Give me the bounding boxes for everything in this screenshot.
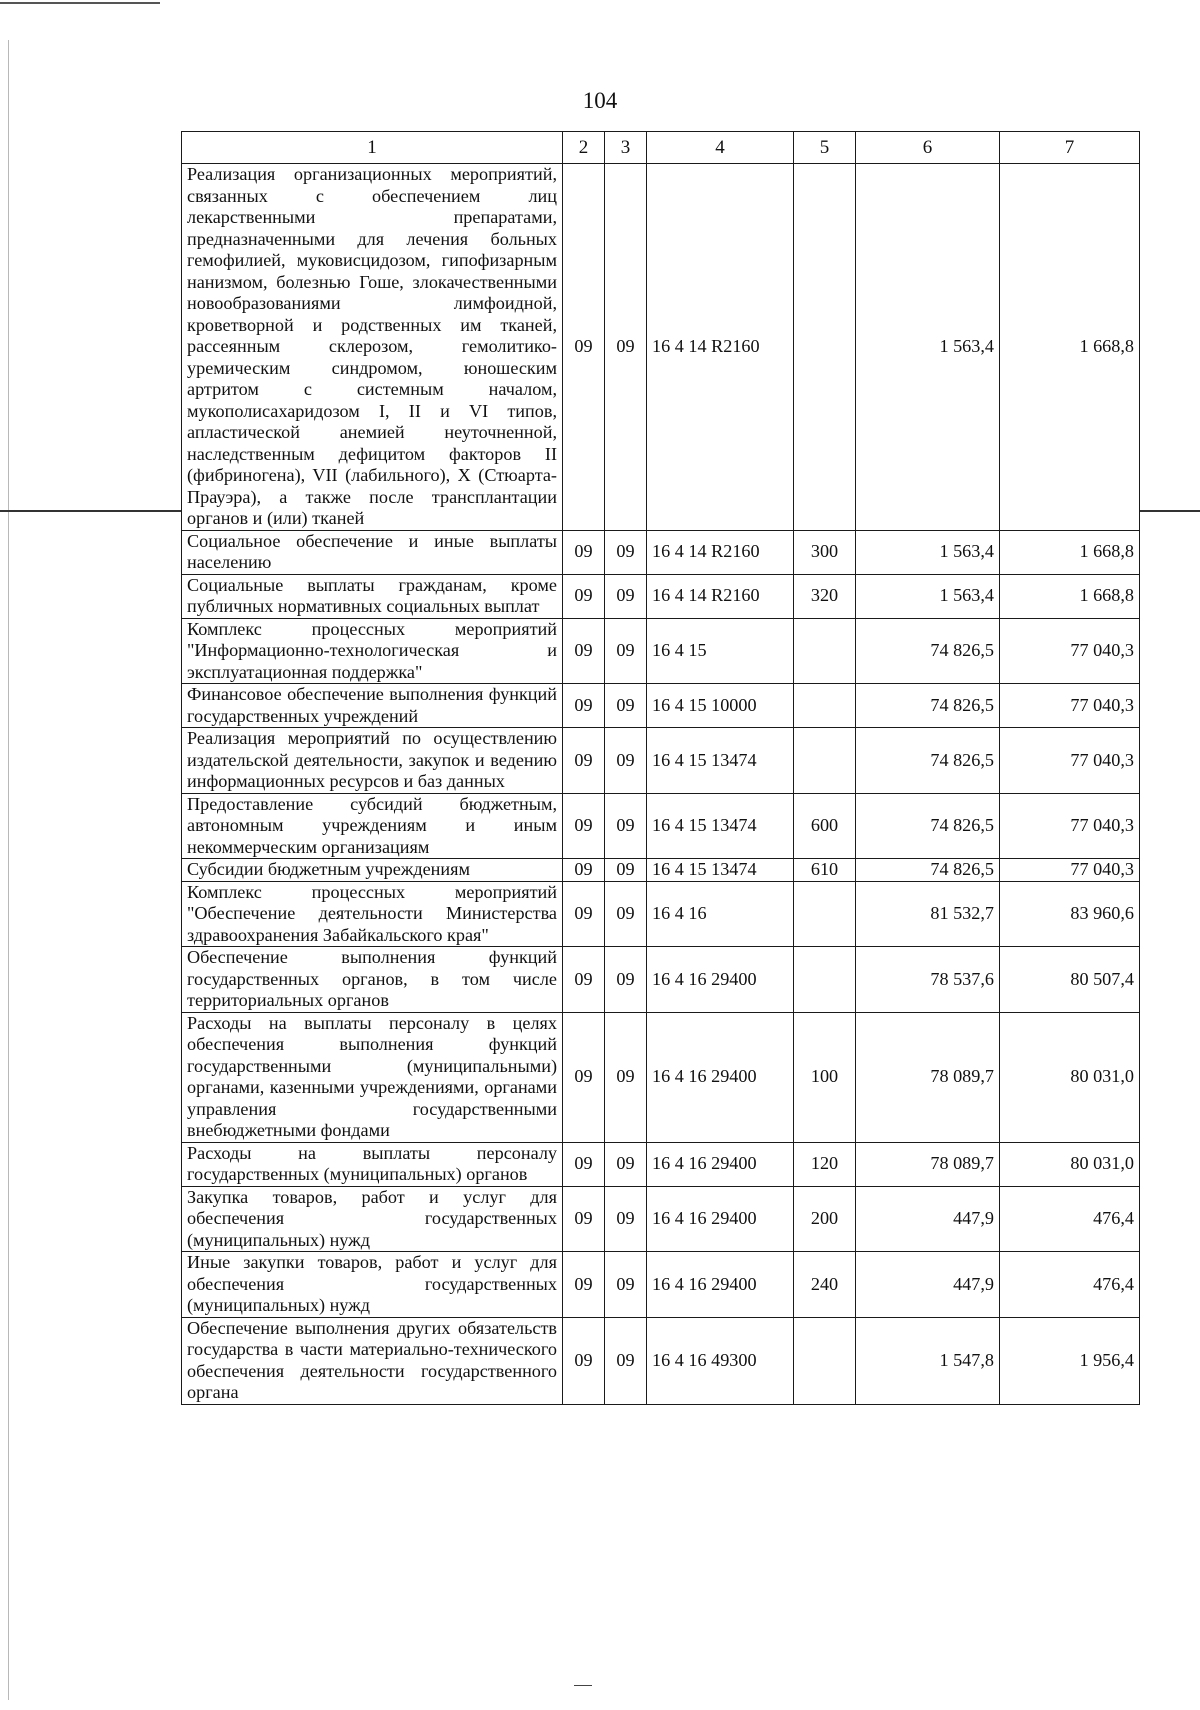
page-number: 104 <box>582 88 618 113</box>
row-target-code: 16 4 16 29400 <box>647 1186 794 1252</box>
row-subsection: 09 <box>605 1186 647 1252</box>
row-amount-year2: 476,4 <box>1000 1252 1140 1318</box>
row-amount-year2: 476,4 <box>1000 1186 1140 1252</box>
row-amount-year1: 447,9 <box>856 1252 1000 1318</box>
row-expense-type: 100 <box>794 1012 856 1142</box>
row-section: 09 <box>563 793 605 859</box>
scan-fold-line-right <box>1139 510 1200 512</box>
row-section: 09 <box>563 947 605 1013</box>
row-section: 09 <box>563 1252 605 1318</box>
col-header-4: 4 <box>647 132 794 164</box>
row-amount-year1: 74 826,5 <box>856 859 1000 882</box>
row-amount-year1: 78 089,7 <box>856 1012 1000 1142</box>
row-expense-type <box>794 947 856 1013</box>
row-amount-year2: 1 668,8 <box>1000 574 1140 618</box>
row-amount-year1: 1 563,4 <box>856 164 1000 531</box>
row-section: 09 <box>563 684 605 728</box>
row-name: Расходы на выплаты персоналу государственных (муниципальных) органов <box>182 1142 563 1186</box>
row-expense-type: 610 <box>794 859 856 882</box>
row-section: 09 <box>563 1186 605 1252</box>
row-amount-year2: 1 956,4 <box>1000 1317 1140 1404</box>
row-subsection: 09 <box>605 1012 647 1142</box>
row-name: Закупка товаров, работ и услуг для обеспечения государственных (муниципальных) нужд <box>182 1186 563 1252</box>
row-target-code: 16 4 15 <box>647 618 794 684</box>
table-row <box>182 793 1140 859</box>
row-target-code: 16 4 15 13474 <box>647 728 794 794</box>
row-target-code: 16 4 15 13474 <box>647 793 794 859</box>
row-subsection: 09 <box>605 684 647 728</box>
row-amount-year1: 74 826,5 <box>856 793 1000 859</box>
table-row <box>182 684 1140 728</box>
row-subsection: 09 <box>605 1317 647 1404</box>
row-name: Реализация организационных мероприятий, связанных с обеспечением лиц лекарственными препаратами, предназначенными для лечения больных гемофилией, муковисцидозом, гипофизарным нанизмом, болезнью Гоше, злокачественными новообразованиями лимфоидной, кроветворной и родственных им тканей, рассеянным склерозом, гемолитико-уремическим синдромом, юношеским артритом с системным началом, мукополисахаридозом I, II и VI типов, апластической анемией неуточненной, наследственным дефицитом факторов II (фибриногена), VII (лабильного), X (Стюарта-Прауэра), а также после трансплантации органов и (или) тканей <box>182 164 563 531</box>
table-row <box>182 1252 1140 1318</box>
row-amount-year2: 77 040,3 <box>1000 859 1140 882</box>
row-subsection: 09 <box>605 881 647 947</box>
row-subsection: 09 <box>605 164 647 531</box>
row-amount-year2: 80 031,0 <box>1000 1012 1140 1142</box>
row-name: Реализация мероприятий по осуществлению издательской деятельности, закупок и ведению информационных ресурсов и баз данных <box>182 728 563 794</box>
row-section: 09 <box>563 618 605 684</box>
row-subsection: 09 <box>605 530 647 574</box>
table-row <box>182 1012 1140 1142</box>
row-target-code: 16 4 16 29400 <box>647 947 794 1013</box>
row-target-code: 16 4 15 13474 <box>647 859 794 882</box>
row-amount-year2: 77 040,3 <box>1000 728 1140 794</box>
table-row <box>182 1186 1140 1252</box>
row-amount-year2: 77 040,3 <box>1000 684 1140 728</box>
row-subsection: 09 <box>605 728 647 794</box>
budget-table <box>181 131 1140 1405</box>
row-subsection: 09 <box>605 574 647 618</box>
table-row <box>182 1142 1140 1186</box>
scan-top-mark <box>0 2 160 4</box>
row-expense-type: 200 <box>794 1186 856 1252</box>
row-subsection: 09 <box>605 618 647 684</box>
row-target-code: 16 4 14 R2160 <box>647 530 794 574</box>
row-amount-year1: 447,9 <box>856 1186 1000 1252</box>
row-amount-year2: 1 668,8 <box>1000 530 1140 574</box>
col-header-7: 7 <box>1000 132 1140 164</box>
row-amount-year1: 81 532,7 <box>856 881 1000 947</box>
row-amount-year2: 77 040,3 <box>1000 618 1140 684</box>
row-name: Предоставление субсидий бюджетным, автономным учреждениям и иным некоммерческим организациям <box>182 793 563 859</box>
col-header-1: 1 <box>182 132 563 164</box>
table-row <box>182 618 1140 684</box>
row-name: Комплекс процессных мероприятий "Обеспечение деятельности Министерства здравоохранения Забайкальского края" <box>182 881 563 947</box>
table-row <box>182 947 1140 1013</box>
header-row <box>182 132 1140 164</box>
col-header-3: 3 <box>605 132 647 164</box>
col-header-5: 5 <box>794 132 856 164</box>
row-amount-year1: 74 826,5 <box>856 684 1000 728</box>
row-section: 09 <box>563 574 605 618</box>
row-name: Обеспечение выполнения других обязательств государства в части материально-технического обеспечения деятельности государственного органа <box>182 1317 563 1404</box>
row-amount-year1: 74 826,5 <box>856 728 1000 794</box>
row-amount-year1: 78 537,6 <box>856 947 1000 1013</box>
row-expense-type <box>794 618 856 684</box>
scan-bottom-dash <box>574 1685 592 1686</box>
row-target-code: 16 4 16 29400 <box>647 1142 794 1186</box>
row-target-code: 16 4 16 49300 <box>647 1317 794 1404</box>
row-name: Социальное обеспечение и иные выплаты населению <box>182 530 563 574</box>
row-subsection: 09 <box>605 947 647 1013</box>
row-name: Субсидии бюджетным учреждениям <box>182 859 563 882</box>
row-section: 09 <box>563 728 605 794</box>
row-subsection: 09 <box>605 1142 647 1186</box>
row-amount-year1: 78 089,7 <box>856 1142 1000 1186</box>
row-name: Финансовое обеспечение выполнения функций государственных учреждений <box>182 684 563 728</box>
row-section: 09 <box>563 881 605 947</box>
table-row <box>182 859 1140 882</box>
scan-left-margin-line <box>8 40 9 1700</box>
row-section: 09 <box>563 1012 605 1142</box>
table-row <box>182 728 1140 794</box>
row-section: 09 <box>563 530 605 574</box>
row-target-code: 16 4 14 R2160 <box>647 574 794 618</box>
row-expense-type: 120 <box>794 1142 856 1186</box>
table-row <box>182 1317 1140 1404</box>
row-amount-year1: 74 826,5 <box>856 618 1000 684</box>
row-amount-year2: 80 031,0 <box>1000 1142 1140 1186</box>
row-subsection: 09 <box>605 793 647 859</box>
row-target-code: 16 4 16 29400 <box>647 1012 794 1142</box>
row-amount-year2: 1 668,8 <box>1000 164 1140 531</box>
row-name: Расходы на выплаты персоналу в целях обеспечения выполнения функций государственными (муниципальными) органами, казенными учреждениями, органами управления государственными внебюджетными фондами <box>182 1012 563 1142</box>
row-expense-type <box>794 1317 856 1404</box>
row-name: Иные закупки товаров, работ и услуг для обеспечения государственных (муниципальных) нужд <box>182 1252 563 1318</box>
row-expense-type <box>794 728 856 794</box>
row-amount-year1: 1 547,8 <box>856 1317 1000 1404</box>
row-section: 09 <box>563 1142 605 1186</box>
row-amount-year2: 77 040,3 <box>1000 793 1140 859</box>
scan-fold-line-left <box>0 510 181 512</box>
row-section: 09 <box>563 164 605 531</box>
row-target-code: 16 4 16 <box>647 881 794 947</box>
table-row <box>182 881 1140 947</box>
row-expense-type: 300 <box>794 530 856 574</box>
row-subsection: 09 <box>605 859 647 882</box>
row-amount-year1: 1 563,4 <box>856 530 1000 574</box>
row-expense-type: 240 <box>794 1252 856 1318</box>
row-expense-type: 320 <box>794 574 856 618</box>
row-subsection: 09 <box>605 1252 647 1318</box>
row-target-code: 16 4 16 29400 <box>647 1252 794 1318</box>
row-expense-type <box>794 684 856 728</box>
row-amount-year2: 80 507,4 <box>1000 947 1140 1013</box>
row-amount-year1: 1 563,4 <box>856 574 1000 618</box>
row-name: Обеспечение выполнения функций государственных органов, в том числе территориальных органов <box>182 947 563 1013</box>
row-name: Социальные выплаты гражданам, кроме публичных нормативных социальных выплат <box>182 574 563 618</box>
table-row <box>182 530 1140 574</box>
row-expense-type: 600 <box>794 793 856 859</box>
col-header-2: 2 <box>563 132 605 164</box>
row-section: 09 <box>563 1317 605 1404</box>
row-section: 09 <box>563 859 605 882</box>
row-target-code: 16 4 14 R2160 <box>647 164 794 531</box>
table-row <box>182 164 1140 531</box>
row-amount-year2: 83 960,6 <box>1000 881 1140 947</box>
row-name: Комплекс процессных мероприятий "Информационно-технологическая и эксплуатационная поддержка" <box>182 618 563 684</box>
table-row <box>182 574 1140 618</box>
row-target-code: 16 4 15 10000 <box>647 684 794 728</box>
row-expense-type <box>794 881 856 947</box>
col-header-6: 6 <box>856 132 1000 164</box>
row-expense-type <box>794 164 856 531</box>
